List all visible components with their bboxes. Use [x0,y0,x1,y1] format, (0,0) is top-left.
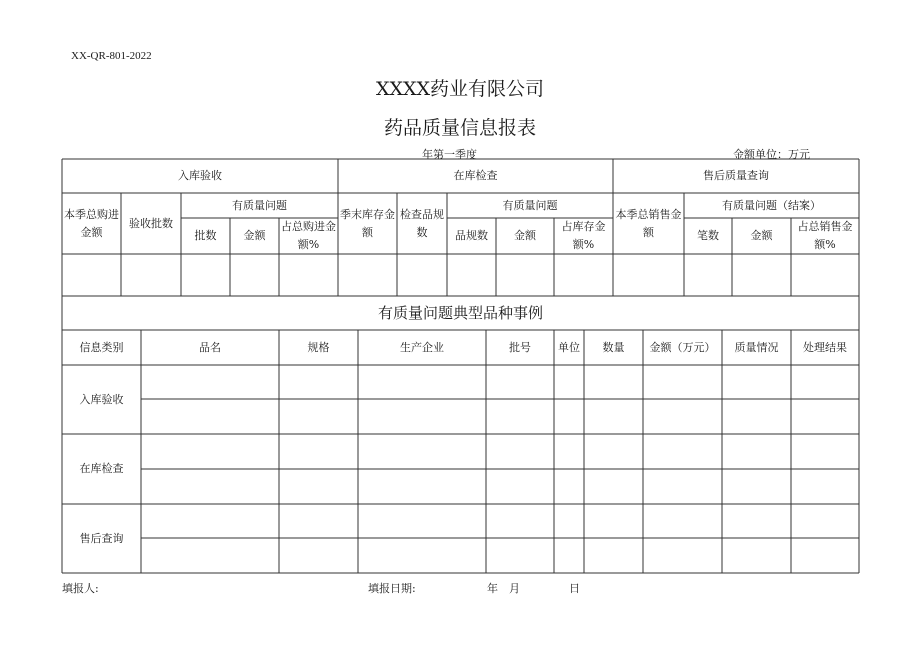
group-inbound-inspection: 入库验收 [178,169,222,182]
footer-year-month: 年月 [487,582,531,595]
header-specification: 规格 [307,340,330,354]
col-case-count: 笔数 [697,229,719,242]
col-check-specs: 检查品规数 [400,207,444,239]
header-manufacturer: 生产企业 [400,340,444,354]
category-inbound: 入库验收 [79,392,124,406]
cases-title: 有质量问题典型品种事例 [377,304,543,322]
document-code: XX-QR-801-2022 [71,50,152,62]
header-info-category: 信息类别 [79,340,124,354]
col-pct-stock: 占库存金额% [561,220,606,251]
category-after-sales: 售后查询 [79,531,124,545]
header-amount: 金额（万元） [649,340,716,354]
col-amount-sales: 金额 [750,229,773,242]
col-end-stock: 季末库存金额 [340,207,395,239]
quarter-label: 年第一季度 [422,148,477,161]
group-after-sales: 售后质量查询 [703,169,769,182]
col-quality-problem-inbound: 有质量问题 [232,198,287,212]
col-batch-count: 批数 [194,229,217,242]
header-quality-status: 质量情况 [734,340,779,354]
footer-date-label: 填报日期: [368,582,416,595]
header-batch-number: 批号 [509,340,531,354]
amount-unit: 金额单位：万元 [733,148,810,161]
col-batches-checked: 验收批数 [129,216,173,230]
category-stock-check: 在库检查 [79,462,124,475]
col-total-purchase: 本季总购进金额 [64,207,119,239]
footer-day: 日 [569,582,580,595]
col-amount-inbound: 金额 [243,229,266,242]
col-pct-sales: 占总销售金额% [797,220,853,251]
footer-filler-label: 填报人: [62,582,99,595]
report-title: 药品质量信息报表 [383,117,536,139]
header-unit: 单位 [558,340,580,354]
col-total-sales: 本季总销售金额 [615,207,682,239]
group-stock-check: 在库检查 [453,169,498,182]
col-spec-count: 品规数 [455,229,488,242]
col-quality-problem-case: 有质量问题（结案） [722,198,821,212]
col-quality-problem-stock: 有质量问题 [502,198,558,212]
header-quantity: 数量 [602,340,625,354]
col-pct-purchase: 占总购进金额% [281,220,336,251]
col-amount-stock: 金额 [514,229,536,242]
header-product-name: 品名 [199,340,221,354]
company-name: XXXX药业有限公司 [375,78,545,100]
header-handling-result: 处理结果 [803,340,847,354]
